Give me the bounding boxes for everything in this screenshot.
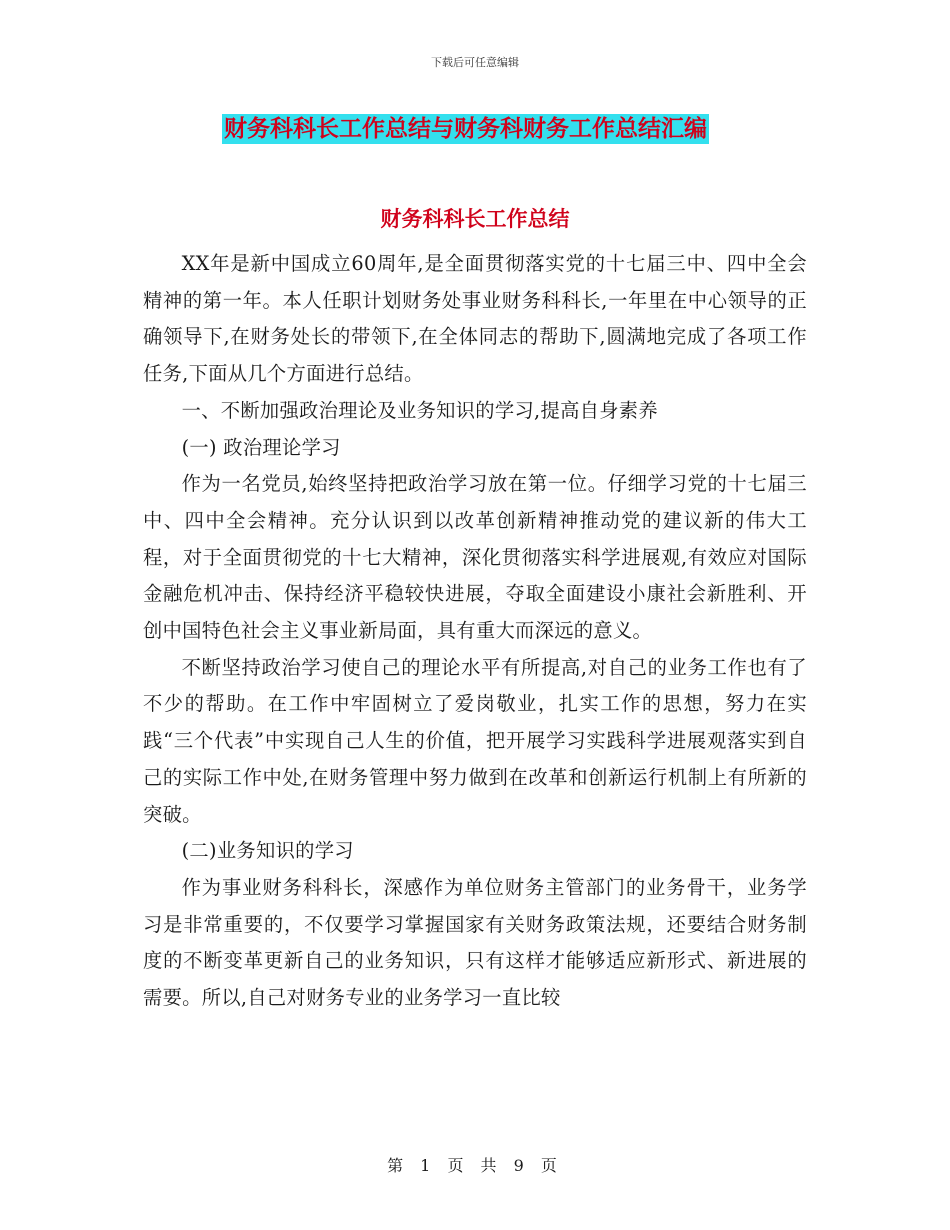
paragraph: XX年是新中国成立60周年,是全面贯彻落实党的十七届三中、四中全会精神的第一年。本人任职计划财务处事业财务科科长,一年里在中心领导的正确领导下,在财务处长的带领下,在全体同志的帮助下,圆满地完成了各项工作任务,下面从几个方面进行总结。: [143, 252, 807, 386]
page-footer: 第 1 页 共 9 页: [387, 1156, 563, 1175]
section-title: 财务科科长工作总结: [380, 206, 570, 231]
header-note: 下载后可任意编辑: [431, 56, 519, 69]
document-title: 财务科科长工作总结与财务科财务工作总结汇编: [224, 115, 707, 142]
paragraph: 作为一名党员,始终坚持把政治学习放在第一位。仔细学习党的十七届三中、四中全会精神。充分认识到以改革创新精神推动党的建议新的伟大工程，对于全面贯彻党的十七大精神，深化贯彻落实科学进展观,有效应对国际金融危机冲击、保持经济平稳较快进展，夺取全面建设小康社会新胜利、开创中国特色社会主义事业新局面，具有重大而深远的意义。: [143, 472, 807, 643]
paragraph: 作为事业财务科科长，深感作为单位财务主管部门的业务骨干，业务学习是非常重要的，不仅要学习掌握国家有关财务政策法规，还要结合财务制度的不断变革更新自己的业务知识，只有这样才能够适应新形式、新进展的需要。所以,自己对财务专业的业务学习一直比较: [143, 875, 807, 1010]
paragraph: (一) 政治理论学习: [181, 435, 341, 459]
paragraph: 不断坚持政治学习使自己的理论水平有所提高,对自己的业务工作也有了不少的帮助。在工作中牢固树立了爱岗敬业，扎实工作的思想，努力在实践“三个代表”中实现自己人生的价值，把开展学习实践科学进展观落实到自己的实际工作中处,在财务管理中努力做到在改革和创新运行机制上有所新的突破。: [143, 655, 807, 826]
paragraph: 一、不断加强政治理论及业务知识的学习,提高自身素养: [181, 398, 658, 422]
paragraph: (二)业务知识的学习: [181, 839, 354, 863]
document-body: [143, 246, 807, 1017]
